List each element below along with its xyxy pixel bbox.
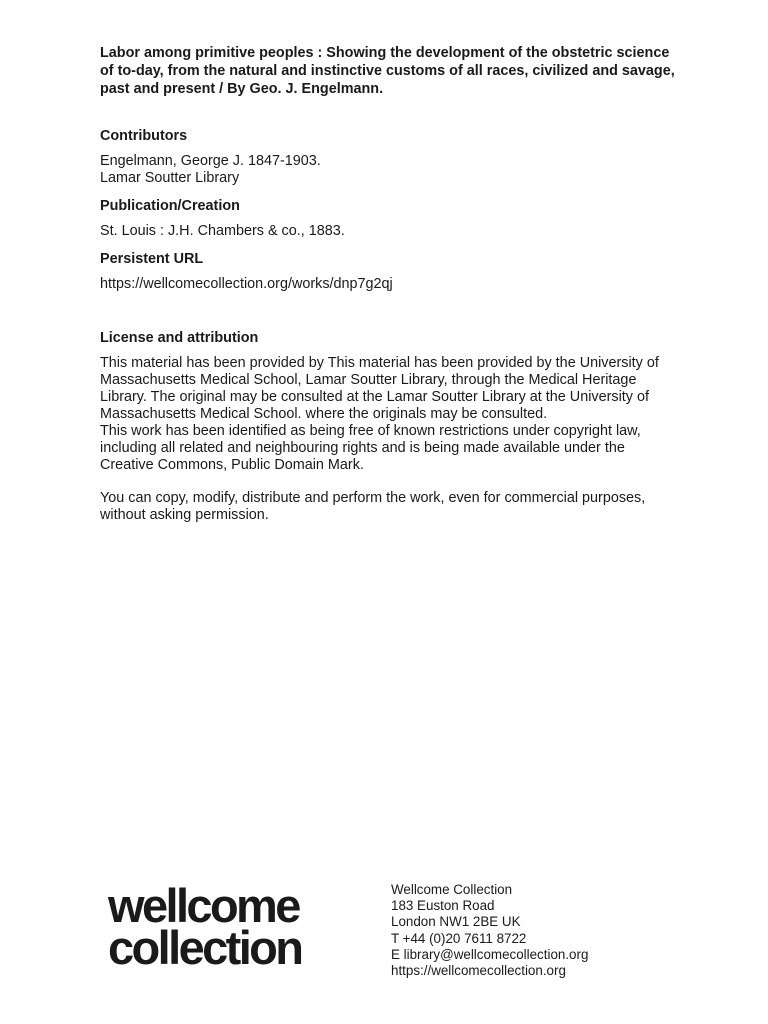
contributor-name: Lamar Soutter Library — [100, 170, 240, 186]
wellcome-collection-logo — [108, 879, 378, 975]
address-website[interactable]: https://wellcomecollection.org — [391, 963, 566, 979]
license-paragraph-permissions: You can copy, modify, distribute and perform the work, even for commercial purposes, without asking permission. — [100, 490, 646, 523]
license-section — [100, 329, 680, 524]
publication-heading: Publication/Creation — [100, 198, 240, 214]
publication-section — [100, 197, 680, 240]
contributors-section — [100, 127, 680, 187]
contributor-name: Engelmann, George J. 1847-1903. — [100, 153, 321, 169]
footer-address — [391, 882, 588, 979]
persistent-url-link[interactable]: https://wellcomecollection.org/works/dnp7g2qj — [100, 276, 393, 292]
license-text — [100, 355, 680, 474]
license-heading: License and attribution — [100, 330, 259, 346]
contributors-heading: Contributors — [100, 128, 188, 144]
address-email[interactable]: E library@wellcomecollection.org — [391, 946, 589, 962]
license-paragraph-restrictions: This work has been identified as being free of known restrictions under copyright law, including all related and neighbouring rights and is being made available under the Creative Commons, Public Domain Mark. — [100, 423, 641, 473]
persistent-url-section — [100, 250, 680, 293]
address-phone: T +44 (0)20 7611 8722 — [391, 930, 527, 946]
address-city: London NW1 2BE UK — [391, 914, 521, 930]
document-title: Labor among primitive peoples : Showing the development of the obstetric science of to-day, from the natural and instinctive customs of all races, civilized and savage, past and present / By Geo. J. Engelmann. — [100, 45, 675, 97]
persistent-url-heading: Persistent URL — [100, 251, 204, 267]
document-page — [100, 44, 680, 540]
address-street: 183 Euston Road — [391, 898, 495, 914]
address-org-name: Wellcome Collection — [391, 882, 513, 897]
license-paragraph-provenance: This material has been provided by This material has been provided by the University of Massachusetts Medical School, Lamar Soutter Library, through the Medical Heritage Library. The original may be consulted at the Lamar Soutter Library at the University of Massachusetts Medical School. where the originals may be consulted. — [100, 355, 659, 422]
logo-word-bottom: collection — [108, 921, 302, 974]
logo-word-top: wellcome — [108, 879, 299, 932]
contributors-list — [100, 153, 680, 187]
publication-text: St. Louis : J.H. Chambers & co., 1883. — [100, 223, 345, 239]
